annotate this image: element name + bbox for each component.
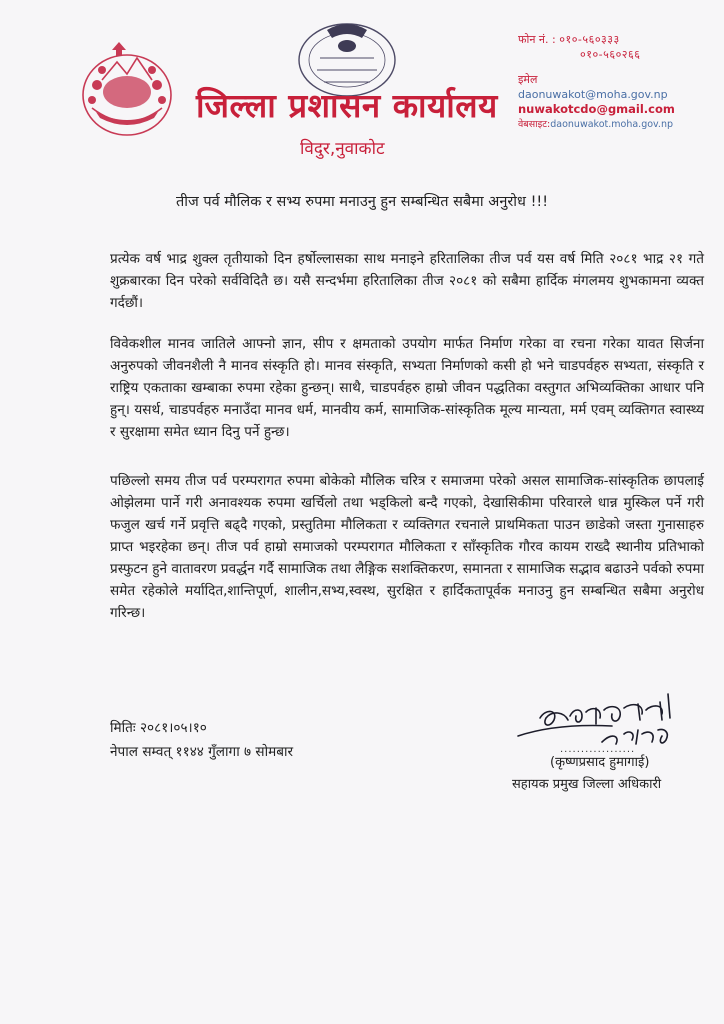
signature-dotted-line: .................. xyxy=(560,744,636,755)
website-line xyxy=(518,117,675,132)
phone-number-1: ०१०-५६०३३३ xyxy=(559,33,620,46)
office-title: जिल्ला प्रशासन कार्यालय xyxy=(196,86,498,125)
email-label: इमेल xyxy=(518,73,538,86)
body-paragraph-3: पछिल्लो समय तीज पर्व परम्परागत रुपमा बोकेको मौलिक चरित्र र समाजमा परेको असल सामाजिक-सांस्कृतिक छापलाई ओझेलमा पार्ने गरी अनावश्यक रुपमा खर्चिलो तथा भड्किलो बन्दै गएको, देखासिकीमा परिवारले धान्न मुस्किल पर्ने गरी फजुल खर्च गर्ने प्रवृत्ति बढ्दै गएको, प्रस्तुतिमा मौलिकता र व्यक्तिगत रचनाले प्राथमिकता पाउन छाडेको जस्ता गुनासाहरु प्राप्त भइरहेका छन्। तीज पर्व हाम्रो समाजको परम्परागत मौलिकता र साँस्कृतिक गौरव कायम राख्दै स्थानीय प्रतिभाको प्रस्फुटन हुने वातावरण प्रवर्द्धन गर्दै सामाजिक तथा लैङ्गिक सशक्तिकरण, समानता र सामाजिक सद्भाव बढाउने पर्वको रुपमा समेत रहेकोले मर्यादित,शान्तिपूर्ण, शालीन,सभ्य,स्वस्थ, सुरक्षित र हार्दिकतापूर्वक मनाउनु हुन सम्बन्धित सबैमा अनुरोध गरिन्छ। xyxy=(110,473,704,621)
signature-block xyxy=(512,690,702,800)
body-paragraph-2: विवेकशील मानव जातिले आफ्नो ज्ञान, सीप र क्षमताको उपयोग मार्फत निर्माण गरेका वा रचना गरेका यावत सिर्जना अनुरुपको जीवनशैली नै मानव संस्कृति हो। मानव संस्कृति, सभ्यता निर्माणको कसी हो भने चाडपर्वहरु सभ्यता, संस्कृति र राष्ट्रिय एकताका खम्बाका रुपमा रहेका हुन्छन्। साथै, चाडपर्वहरु हाम्रो जीवन पद्धतिका वस्तुगत अभिव्यक्तिका आधार पनि हुन्। यसर्थ, चाडपर्वहरु मनाउँदा मानव धर्म, मानवीय कर्म, सामाजिक-सांस्कृतिक मूल्य मान्यता, मर्म एवम् व्यक्तिगत स्वास्थ्य र सुरक्षामा समेत ध्यान दिनु पर्ने हुन्छ। xyxy=(110,336,704,440)
nepal-emblem-icon xyxy=(72,40,182,140)
email-address-1: daonuwakot@moha.gov.np xyxy=(518,88,668,101)
letter-subject: तीज पर्व मौलिक र सभ्य रुपमा मनाउनु हुन सम्बन्धित सबैमा अनुरोध !!! xyxy=(175,194,549,210)
phone-label: फोन नं. : xyxy=(518,33,556,46)
date-block xyxy=(110,716,293,764)
signatory-title: सहायक प्रमुख जिल्ला अधिकारी xyxy=(512,777,662,792)
date-line: मितिः २०८१।०५।१० xyxy=(110,720,207,736)
email-address-2: nuwakotcdo@gmail.com xyxy=(518,102,675,116)
office-location: विदुर,नुवाकोट xyxy=(300,139,385,159)
phone-number-2: ०१०-५६०२६६ xyxy=(580,48,641,61)
nepal-sambat-line: नेपाल सम्वत् ११४४ गुँलागा ७ सोमबार xyxy=(110,744,294,760)
contact-block xyxy=(518,32,675,132)
website-url: daonuwakot.moha.gov.np xyxy=(550,119,673,130)
signatory-name: (कृष्णप्रसाद हुमागाई) xyxy=(550,755,650,770)
website-label: वेबसाइट: xyxy=(518,119,551,130)
body-paragraph-1: प्रत्येक वर्ष भाद्र शुक्ल तृतीयाको दिन हर्षोल्लासका साथ मनाइने हरितालिका तीज पर्व यस वर्ष मिति २०८१ भाद्र २१ गते शुक्रबारका दिन परेको सर्वविदितै छ। यसै सन्दर्भमा हरितालिका तीज २०८१ को सबैमा हार्दिक मंगलमय शुभकामना व्यक्त गर्दछौं। xyxy=(110,251,704,311)
